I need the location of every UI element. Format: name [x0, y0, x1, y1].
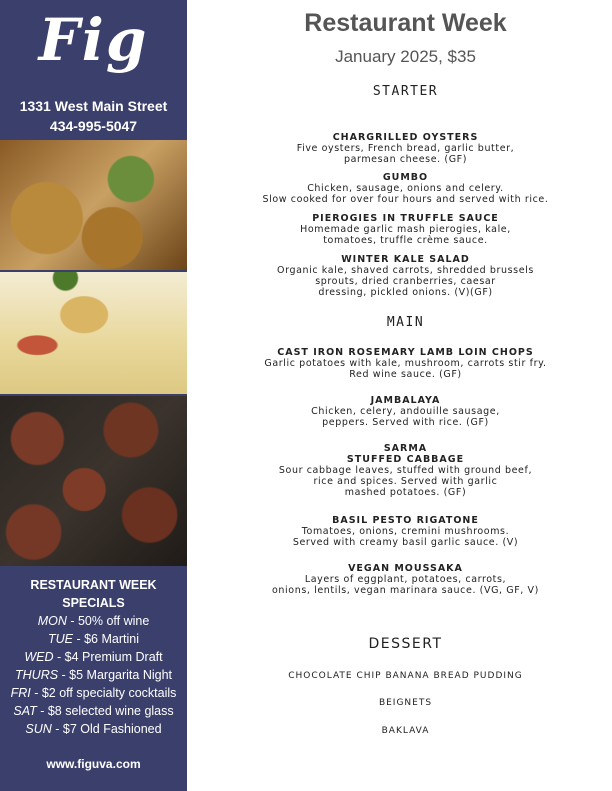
item-name: GUMBO — [382, 172, 429, 183]
menu-item — [203, 347, 608, 380]
menu-content — [203, 0, 608, 791]
dessert-item: CHOCOLATE CHIP BANANA BREAD PUDDING — [288, 671, 523, 681]
item-name: CAST IRON ROSEMARY LAMB LOIN CHOPS — [277, 347, 534, 358]
specials-heading-line-2: SPECIALS — [62, 596, 125, 610]
special-offer: - $4 Premium Draft — [53, 650, 163, 664]
item-description: Layers of eggplant, potatoes, carrots, onions, lentils, vegan marinara sauce. (VG, GF, V) — [272, 574, 539, 596]
page-title: Restaurant Week — [304, 9, 507, 37]
menu-item — [203, 172, 608, 205]
item-name: JAMBALAYA — [370, 395, 441, 406]
menu-item — [203, 254, 608, 298]
special-row — [0, 648, 187, 666]
sidebar — [0, 0, 187, 791]
special-day: TUE — [48, 632, 73, 646]
special-row — [0, 720, 187, 738]
menu-item — [203, 132, 608, 165]
item-description: Chicken, celery, andouille sausage, peppers. Served with rice. (GF) — [311, 406, 500, 428]
item-name: CHARGRILLED OYSTERS — [332, 132, 479, 143]
special-offer: - $5 Margarita Night — [58, 668, 172, 682]
item-name: BASIL PESTO RIGATONE — [332, 515, 479, 526]
dessert-heading: DESSERT — [368, 636, 443, 652]
pierogies-photo — [0, 272, 187, 394]
address: 1331 West Main Street — [19, 98, 168, 114]
special-row — [0, 612, 187, 630]
special-day: SUN — [25, 722, 52, 736]
fig-logo: Fig — [38, 6, 149, 74]
menu-item — [203, 443, 608, 498]
item-description: Organic kale, shaved carrots, shredded brussels sprouts, dried cranberries, caesar dressing, pickled onions. (V)(GF) — [277, 265, 534, 298]
website-link[interactable]: www.figuva.com — [46, 757, 141, 771]
special-day: WED — [24, 650, 54, 664]
special-day: FRI — [10, 686, 31, 700]
page-subtitle: January 2025, $35 — [335, 47, 476, 66]
special-row — [0, 684, 187, 702]
special-offer: - $2 off specialty cocktails — [30, 686, 177, 700]
item-name: SARMA STUFFED CABBAGE — [346, 443, 465, 465]
item-description: Five oysters, French bread, garlic butter, parmesan cheese. (GF) — [296, 143, 515, 165]
special-day: MON — [37, 614, 67, 628]
weekly-specials — [0, 576, 187, 738]
main-heading: MAIN — [386, 315, 425, 330]
item-name: PIEROGIES IN TRUFFLE SAUCE — [312, 213, 499, 224]
special-row — [0, 702, 187, 720]
menu-item — [203, 395, 608, 428]
phone: 434-995-5047 — [49, 118, 138, 134]
item-description: Tomatoes, onions, cremini mushrooms. Served with creamy basil garlic sauce. (V) — [292, 526, 519, 548]
starter-heading: STARTER — [372, 84, 439, 99]
special-row — [0, 630, 187, 648]
item-description: Garlic potatoes with kale, mushroom, carrots stir fry. Red wine sauce. (GF) — [264, 358, 547, 380]
special-offer: - 50% off wine — [66, 614, 150, 628]
item-name: VEGAN MOUSSAKA — [348, 563, 463, 574]
menu-item — [203, 515, 608, 548]
item-description: Homemade garlic mash pierogies, kale, tomatoes, truffle crème sauce. — [300, 224, 511, 246]
special-offer: - $8 selected wine glass — [36, 704, 174, 718]
special-offer: - $6 Martini — [73, 632, 139, 646]
menu-item — [203, 563, 608, 596]
special-day: SAT — [13, 704, 37, 718]
specials-heading-line-1: RESTAURANT WEEK — [30, 578, 157, 592]
dessert-item: BAKLAVA — [381, 726, 430, 736]
special-day: THURS — [15, 668, 59, 682]
item-description: Chicken, sausage, onions and celery. Slow cooked for over four hours and served with rice. — [262, 183, 549, 205]
special-row — [0, 666, 187, 684]
stuffed-cabbage-photo — [0, 140, 187, 270]
special-offer: - $7 Old Fashioned — [51, 722, 162, 736]
item-description: Sour cabbage leaves, stuffed with ground beef, rice and spices. Served with garlic mashed potatoes. (GF) — [278, 465, 533, 498]
lamb-chops-photo — [0, 396, 187, 566]
item-name: WINTER KALE SALAD — [341, 254, 470, 265]
menu-item — [203, 213, 608, 246]
contact-info — [0, 96, 187, 136]
dessert-item: BEIGNETS — [378, 698, 433, 708]
